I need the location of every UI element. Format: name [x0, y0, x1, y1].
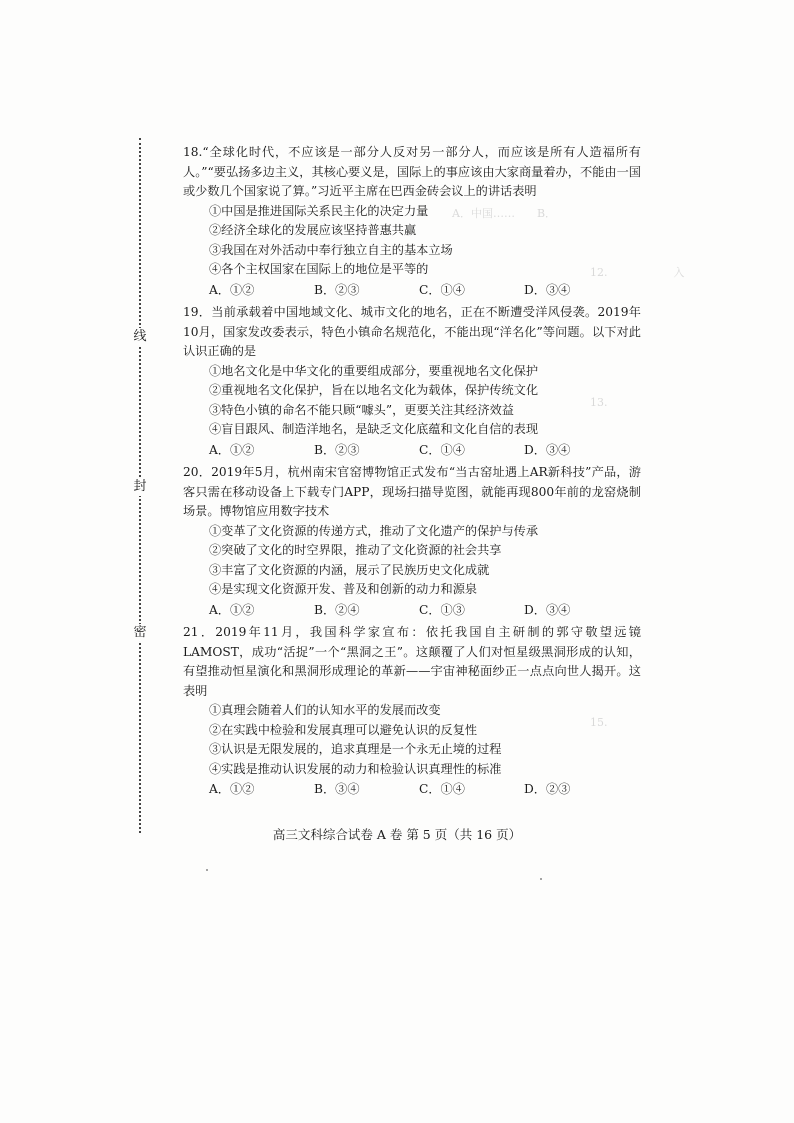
question-list: [183, 143, 641, 803]
scan-speck: [540, 878, 542, 880]
binding-char-mi: 密: [131, 624, 149, 642]
choice-c[interactable]: C．①④: [419, 282, 465, 297]
choice-d[interactable]: D．③④: [524, 442, 571, 457]
bleed-through-text: 15.: [590, 716, 685, 729]
question-20: [183, 463, 641, 620]
choice-b[interactable]: B．②③: [314, 442, 360, 457]
option-item: ②突破了文化的时空界限，推动了文化资源的社会共享: [209, 543, 502, 557]
option-item: ④实践是推动认识发展的动力和检验认识真理性的标准: [209, 761, 502, 776]
choice-d[interactable]: D．②③: [524, 782, 571, 796]
question-19: [183, 303, 641, 460]
choice-d[interactable]: D．③④: [524, 282, 571, 297]
choice-c[interactable]: C．①④: [419, 442, 465, 457]
choice-a[interactable]: A．①②: [209, 442, 255, 457]
scan-speck: [206, 869, 208, 871]
bleed-through-text: A．中国…… B．: [452, 207, 557, 220]
option-item: ①中国是推进国际关系民主化的决定力量: [209, 203, 429, 218]
option-item: ①地名文化是中华文化的重要组成部分，要重视地名文化保护: [209, 363, 539, 378]
question-stem: 20．2019年5月，杭州南宋官窑博物馆正式发布“当古窑址遇上AR新科技”产品，游客只需在移动设备上下载专门APP，现场扫描导览图，就能再现800年前的龙窑烧制场景。博物馆应用数字技术: [183, 465, 641, 518]
question-stem: 19．当前承载着中国地域文化、城市文化的地名，正在不断遭受洋风侵袭。2019年10月，国家发改委表示，特色小镇命名规范化，不能出现“洋名化”等问题。以下对此认识正确的是: [183, 305, 641, 358]
question-21: [183, 623, 641, 800]
page-footer: 高三文科综合试卷 A 卷 第 5 页（共 16 页）: [272, 827, 522, 842]
answer-choices: [209, 441, 629, 461]
binding-char-feng: 封: [131, 478, 149, 496]
option-item: ④各个主权国家在国际上的地位是平等的: [209, 262, 429, 276]
answer-choices: [209, 601, 629, 621]
choice-a[interactable]: A．①②: [209, 782, 255, 796]
option-item: ③认识是无限发展的，追求真理是一个永无止境的过程: [209, 742, 502, 756]
answer-choices: [209, 780, 629, 800]
choice-b[interactable]: B．②③: [314, 282, 360, 297]
choice-b[interactable]: B．②④: [314, 602, 360, 617]
answer-choices: [209, 281, 629, 301]
option-item: ②经济全球化的发展应该坚持普惠共赢: [209, 223, 417, 237]
option-item: ④盲目跟风、制造洋地名，是缺乏文化底蕴和文化自信的表现: [209, 422, 539, 436]
bleed-through-text: 12. 入: [590, 266, 685, 279]
choice-c[interactable]: C．①③: [419, 602, 465, 617]
option-item: ①变革了文化资源的传递方式，推动了文化遗产的保护与传承: [209, 523, 539, 538]
choice-a[interactable]: A．①②: [209, 602, 255, 617]
option-item: ④是实现文化资源开发、普及和创新的动力和源泉: [209, 582, 478, 596]
question-stem: 18.“全球化时代，不应该是一部分人反对另一部分人，而应该是所有人造福所有人。”“要弘扬多边主义，其核心要义是，国际上的事应该由大家商量着办，不能由一国或少数几个国家说了算。”习近平主席在巴西金砖会议上的讲话表明: [183, 145, 641, 198]
option-item: ②在实践中检验和发展真理可以避免认识的反复性: [209, 722, 478, 737]
option-item: ①真理会随着人们的认知水平的发展而改变: [209, 703, 441, 717]
choice-c[interactable]: C．①④: [419, 782, 465, 796]
choice-b[interactable]: B．③④: [314, 782, 360, 796]
option-item: ③丰富了文化资源的内涵，展示了民族历史文化成就: [209, 562, 490, 577]
choice-a[interactable]: A．①②: [209, 282, 255, 297]
bleed-through-text: 13.: [590, 396, 685, 409]
question-stem: 21．2019年11月，我国科学家宣布：依托我国自主研制的郭守敬望远镜LAMOST，成功“活捉”一个“黑洞之王”。这颠覆了人们对恒星级黑洞形成的认知，有望推动恒星演化和黑洞形成理论的革新——宇宙神秘面纱正一点点向世人揭开。这表明: [183, 625, 641, 698]
option-item: ③特色小镇的命名不能只顾“噱头”，更要关注其经济效益: [209, 402, 514, 417]
choice-d[interactable]: D．③④: [524, 602, 571, 617]
option-item: ②重视地名文化保护，旨在以地名文化为载体，保护传统文化: [209, 383, 539, 397]
option-item: ③我国在对外活动中奉行独立自主的基本立场: [209, 242, 453, 257]
binding-char-xian: 线: [131, 328, 149, 346]
question-18: [183, 143, 641, 300]
